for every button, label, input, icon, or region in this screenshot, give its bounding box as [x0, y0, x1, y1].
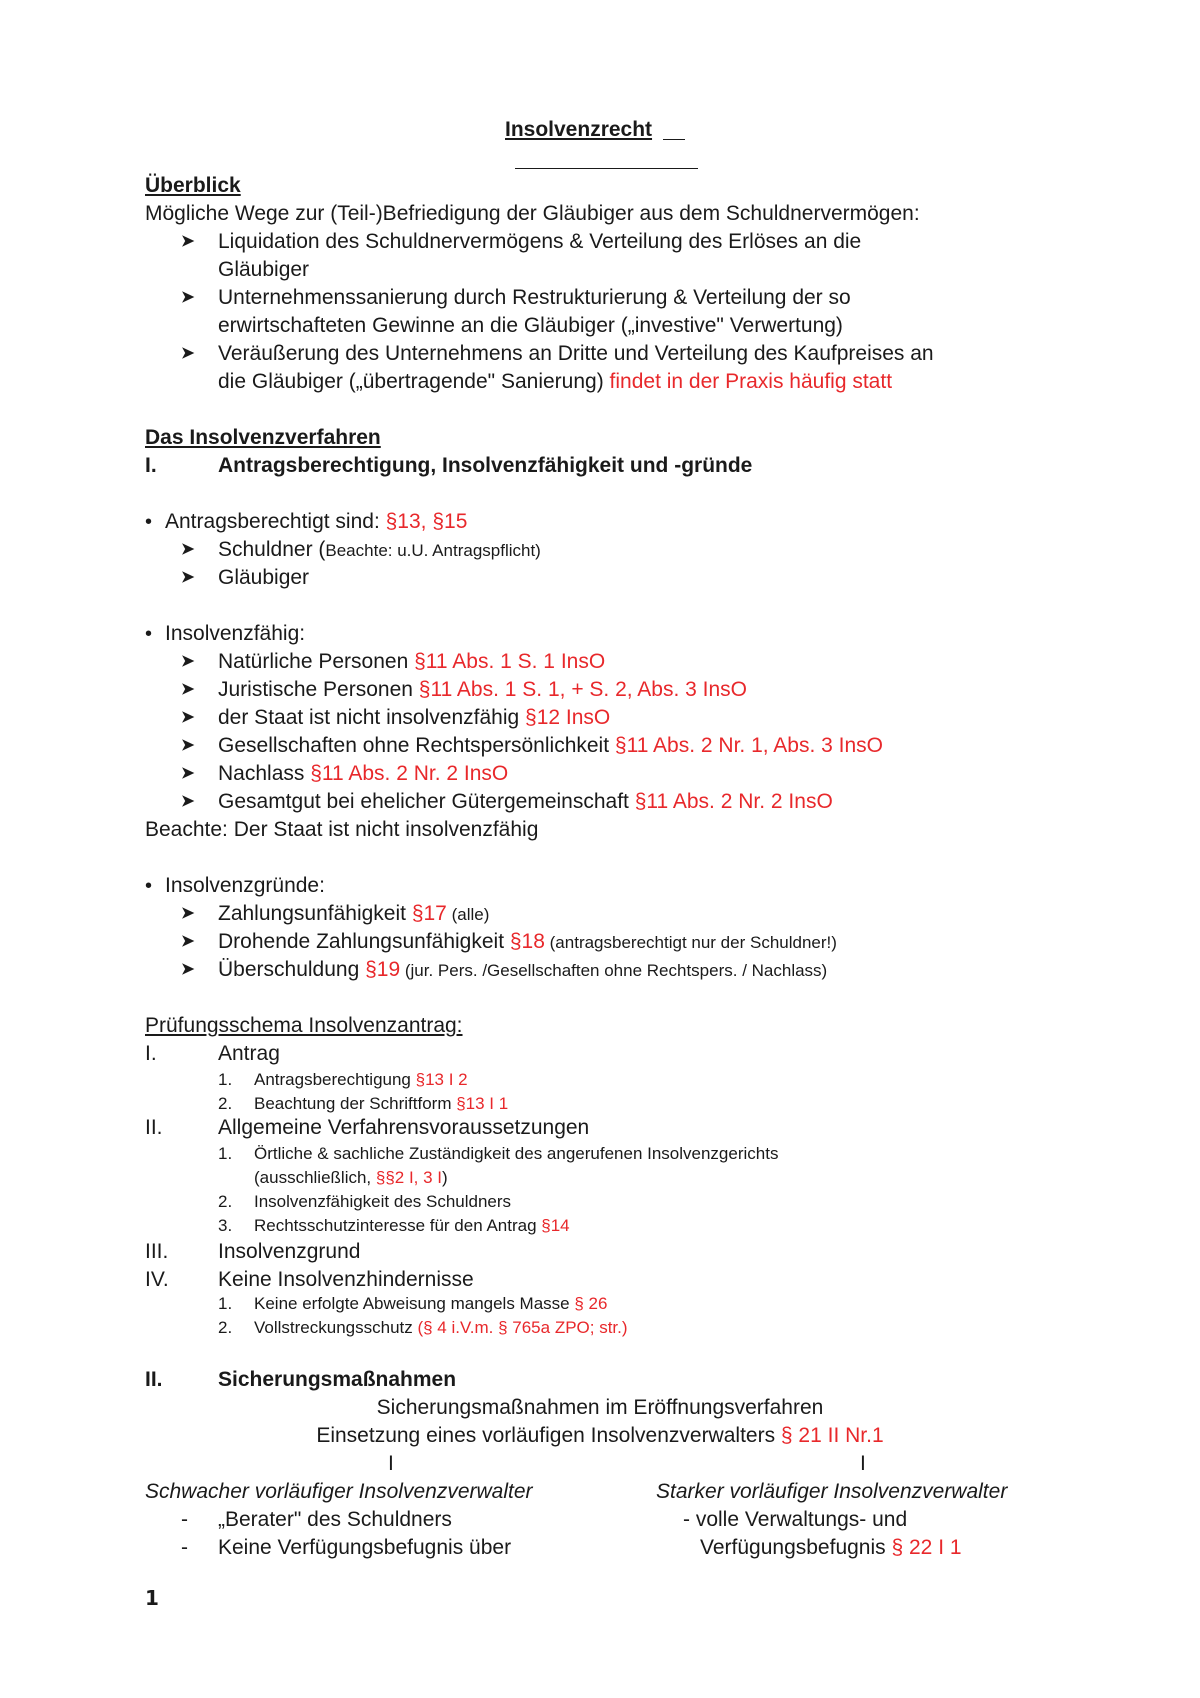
schema-item-2-1-line-2: (ausschließlich, §§2 I, 3 I) [254, 1168, 448, 1187]
grund-item-3: Überschuldung §19 (jur. Pers. /Gesellschaften ohne Rechtspers. / Nachlass) [218, 958, 828, 981]
schema-item-1-1-number: 1. [218, 1070, 233, 1089]
schema-item-4-2: Vollstreckungsschutz (§ 4 i.V.m. § 765a ZPO; str.) [254, 1318, 628, 1337]
faehig-item-4: Gesellschaften ohne Rechtspersönlichkeit §11 Abs. 2 Nr. 1, Abs. 3 InsO [218, 734, 883, 757]
chevron-right-icon: ➤ [181, 905, 195, 922]
title-rule [515, 168, 698, 169]
chevron-right-icon: ➤ [181, 345, 195, 362]
overview-heading: Überblick [145, 174, 241, 197]
overview-bullet-1-line-1: Liquidation des Schuldnervermögens & Verteilung des Erlöses an die [218, 230, 862, 253]
dot-icon: • [145, 623, 153, 645]
branch-bar-left: I [388, 1452, 394, 1475]
overview-intro: Mögliche Wege zur (Teil-)Befriedigung der Gläubiger aus dem Schuldnervermögen: [145, 202, 920, 225]
schuldner-line: Schuldner (Beachte: u.U. Antragspflicht) [218, 538, 541, 561]
schema-item-2: Allgemeine Verfahrensvoraussetzungen [218, 1116, 590, 1139]
schema-roman-4: IV. [145, 1268, 169, 1291]
schema-item-4: Keine Insolvenzhindernisse [218, 1268, 474, 1291]
chevron-right-icon: ➤ [181, 681, 195, 698]
beachte-note: Beachte: Der Staat ist nicht insolvenzfähig [145, 818, 539, 841]
chevron-right-icon: ➤ [181, 961, 195, 978]
chevron-right-icon: ➤ [181, 933, 195, 950]
title-underline-tail [663, 139, 685, 140]
dot-icon: • [145, 511, 153, 533]
branch-bar-right: I [860, 1452, 866, 1475]
chevron-right-icon: ➤ [181, 653, 195, 670]
faehig-item-2: Juristische Personen §11 Abs. 1 S. 1, + S. 2, Abs. 3 InsO [218, 678, 747, 701]
schema-item-2-3-number: 3. [218, 1216, 233, 1235]
schema-item-2-2-number: 2. [218, 1192, 233, 1211]
document-title: Insolvenzrecht [505, 118, 653, 141]
dot-icon: • [145, 875, 153, 897]
schema-item-1-2-number: 2. [218, 1094, 233, 1113]
grund-item-2: Drohende Zahlungsunfähigkeit §18 (antragsberechtigt nur der Schuldner!) [218, 930, 837, 953]
faehig-item-3: der Staat ist nicht insolvenzfähig §12 InsO [218, 706, 611, 729]
weak-item-1: „Berater" des Schuldners [218, 1508, 452, 1531]
section-2-title: Sicherungsmaßnahmen [218, 1368, 457, 1391]
practice-note: findet in der Praxis häufig statt [609, 370, 893, 393]
schema-item-4-1-number: 1. [218, 1294, 233, 1313]
sicherung-center-line-1: Sicherungsmaßnahmen im Eröffnungsverfahren [376, 1396, 824, 1419]
chevron-right-icon: ➤ [181, 289, 195, 306]
faehig-item-6: Gesamtgut bei ehelicher Gütergemeinschaft §11 Abs. 2 Nr. 2 InsO [218, 790, 833, 813]
schema-item-4-1: Keine erfolgte Abweisung mangels Masse § 26 [254, 1294, 608, 1313]
chevron-right-icon: ➤ [181, 541, 195, 558]
chevron-right-icon: ➤ [181, 765, 195, 782]
chevron-right-icon: ➤ [181, 569, 195, 586]
section-1-title: Antragsberechtigung, Insolvenzfähigkeit und -gründe [218, 454, 753, 477]
chevron-right-icon: ➤ [181, 709, 195, 726]
schema-item-2-2: Insolvenzfähigkeit des Schuldners [254, 1192, 512, 1211]
overview-bullet-3-line-1: Veräußerung des Unternehmens an Dritte und Verteilung des Kaufpreises an [218, 342, 934, 365]
schema-item-1-1: Antragsberechtigung §13 I 2 [254, 1070, 468, 1089]
schema-item-4-2-number: 2. [218, 1318, 233, 1337]
antrag-line: Antragsberechtigt sind: §13, §15 [165, 510, 468, 533]
overview-bullet-2-line-1: Unternehmenssanierung durch Restrukturierung & Verteilung der so [218, 286, 851, 309]
chevron-right-icon: ➤ [181, 233, 195, 250]
page-number: 1 [145, 1586, 159, 1610]
overview-bullet-3-line-2: die Gläubiger („übertragende" Sanierung) findet in der Praxis häufig statt [218, 370, 893, 393]
dash-icon: - [181, 1508, 188, 1531]
weak-item-2: Keine Verfügungsbefugnis über [218, 1536, 512, 1559]
dash-icon: - [181, 1536, 188, 1559]
procedure-heading: Das Insolvenzverfahren [145, 426, 381, 449]
section-1-number: I. [145, 454, 157, 477]
schema-item-1-2: Beachtung der Schriftform §13 I 1 [254, 1094, 509, 1113]
schema-item-1: Antrag [218, 1042, 280, 1065]
overview-bullet-2-line-2: erwirtschafteten Gewinne an die Gläubiger („investive" Verwertung) [218, 314, 843, 337]
schema-item-3: Insolvenzgrund [218, 1240, 361, 1263]
schema-roman-1: I. [145, 1042, 157, 1065]
faehig-label: Insolvenzfähig: [165, 622, 306, 645]
chevron-right-icon: ➤ [181, 793, 195, 810]
schema-item-2-3: Rechtsschutzinteresse für den Antrag §14 [254, 1216, 570, 1235]
schema-heading: Prüfungsschema Insolvenzantrag: [145, 1014, 463, 1037]
faehig-item-1: Natürliche Personen §11 Abs. 1 S. 1 InsO [218, 650, 606, 673]
glaeubiger-line: Gläubiger [218, 566, 310, 589]
chevron-right-icon: ➤ [181, 737, 195, 754]
gruende-label: Insolvenzgründe: [165, 874, 325, 897]
grund-item-1: Zahlungsunfähigkeit §17 (alle) [218, 902, 490, 925]
section-2-number: II. [145, 1368, 163, 1391]
schema-item-2-1-number: 1. [218, 1144, 233, 1163]
weak-administrator-heading: Schwacher vorläufiger Insolvenzverwalter [145, 1480, 533, 1503]
strong-item-2: Verfügungsbefugnis § 22 I 1 [700, 1536, 962, 1559]
faehig-item-5: Nachlass §11 Abs. 2 Nr. 2 InsO [218, 762, 509, 785]
schema-item-2-1-line-1: Örtliche & sachliche Zuständigkeit des angerufenen Insolvenzgerichts [254, 1144, 779, 1163]
strong-item-1: - volle Verwaltungs- und [683, 1508, 908, 1531]
schema-roman-2: II. [145, 1116, 163, 1139]
overview-bullet-1-line-2: Gläubiger [218, 258, 310, 281]
schema-roman-3: III. [145, 1240, 169, 1263]
sicherung-center-line-2: Einsetzung eines vorläufigen Insolvenzverwalters § 21 II Nr.1 [316, 1424, 884, 1447]
strong-administrator-heading: Starker vorläufiger Insolvenzverwalter [656, 1480, 1008, 1503]
